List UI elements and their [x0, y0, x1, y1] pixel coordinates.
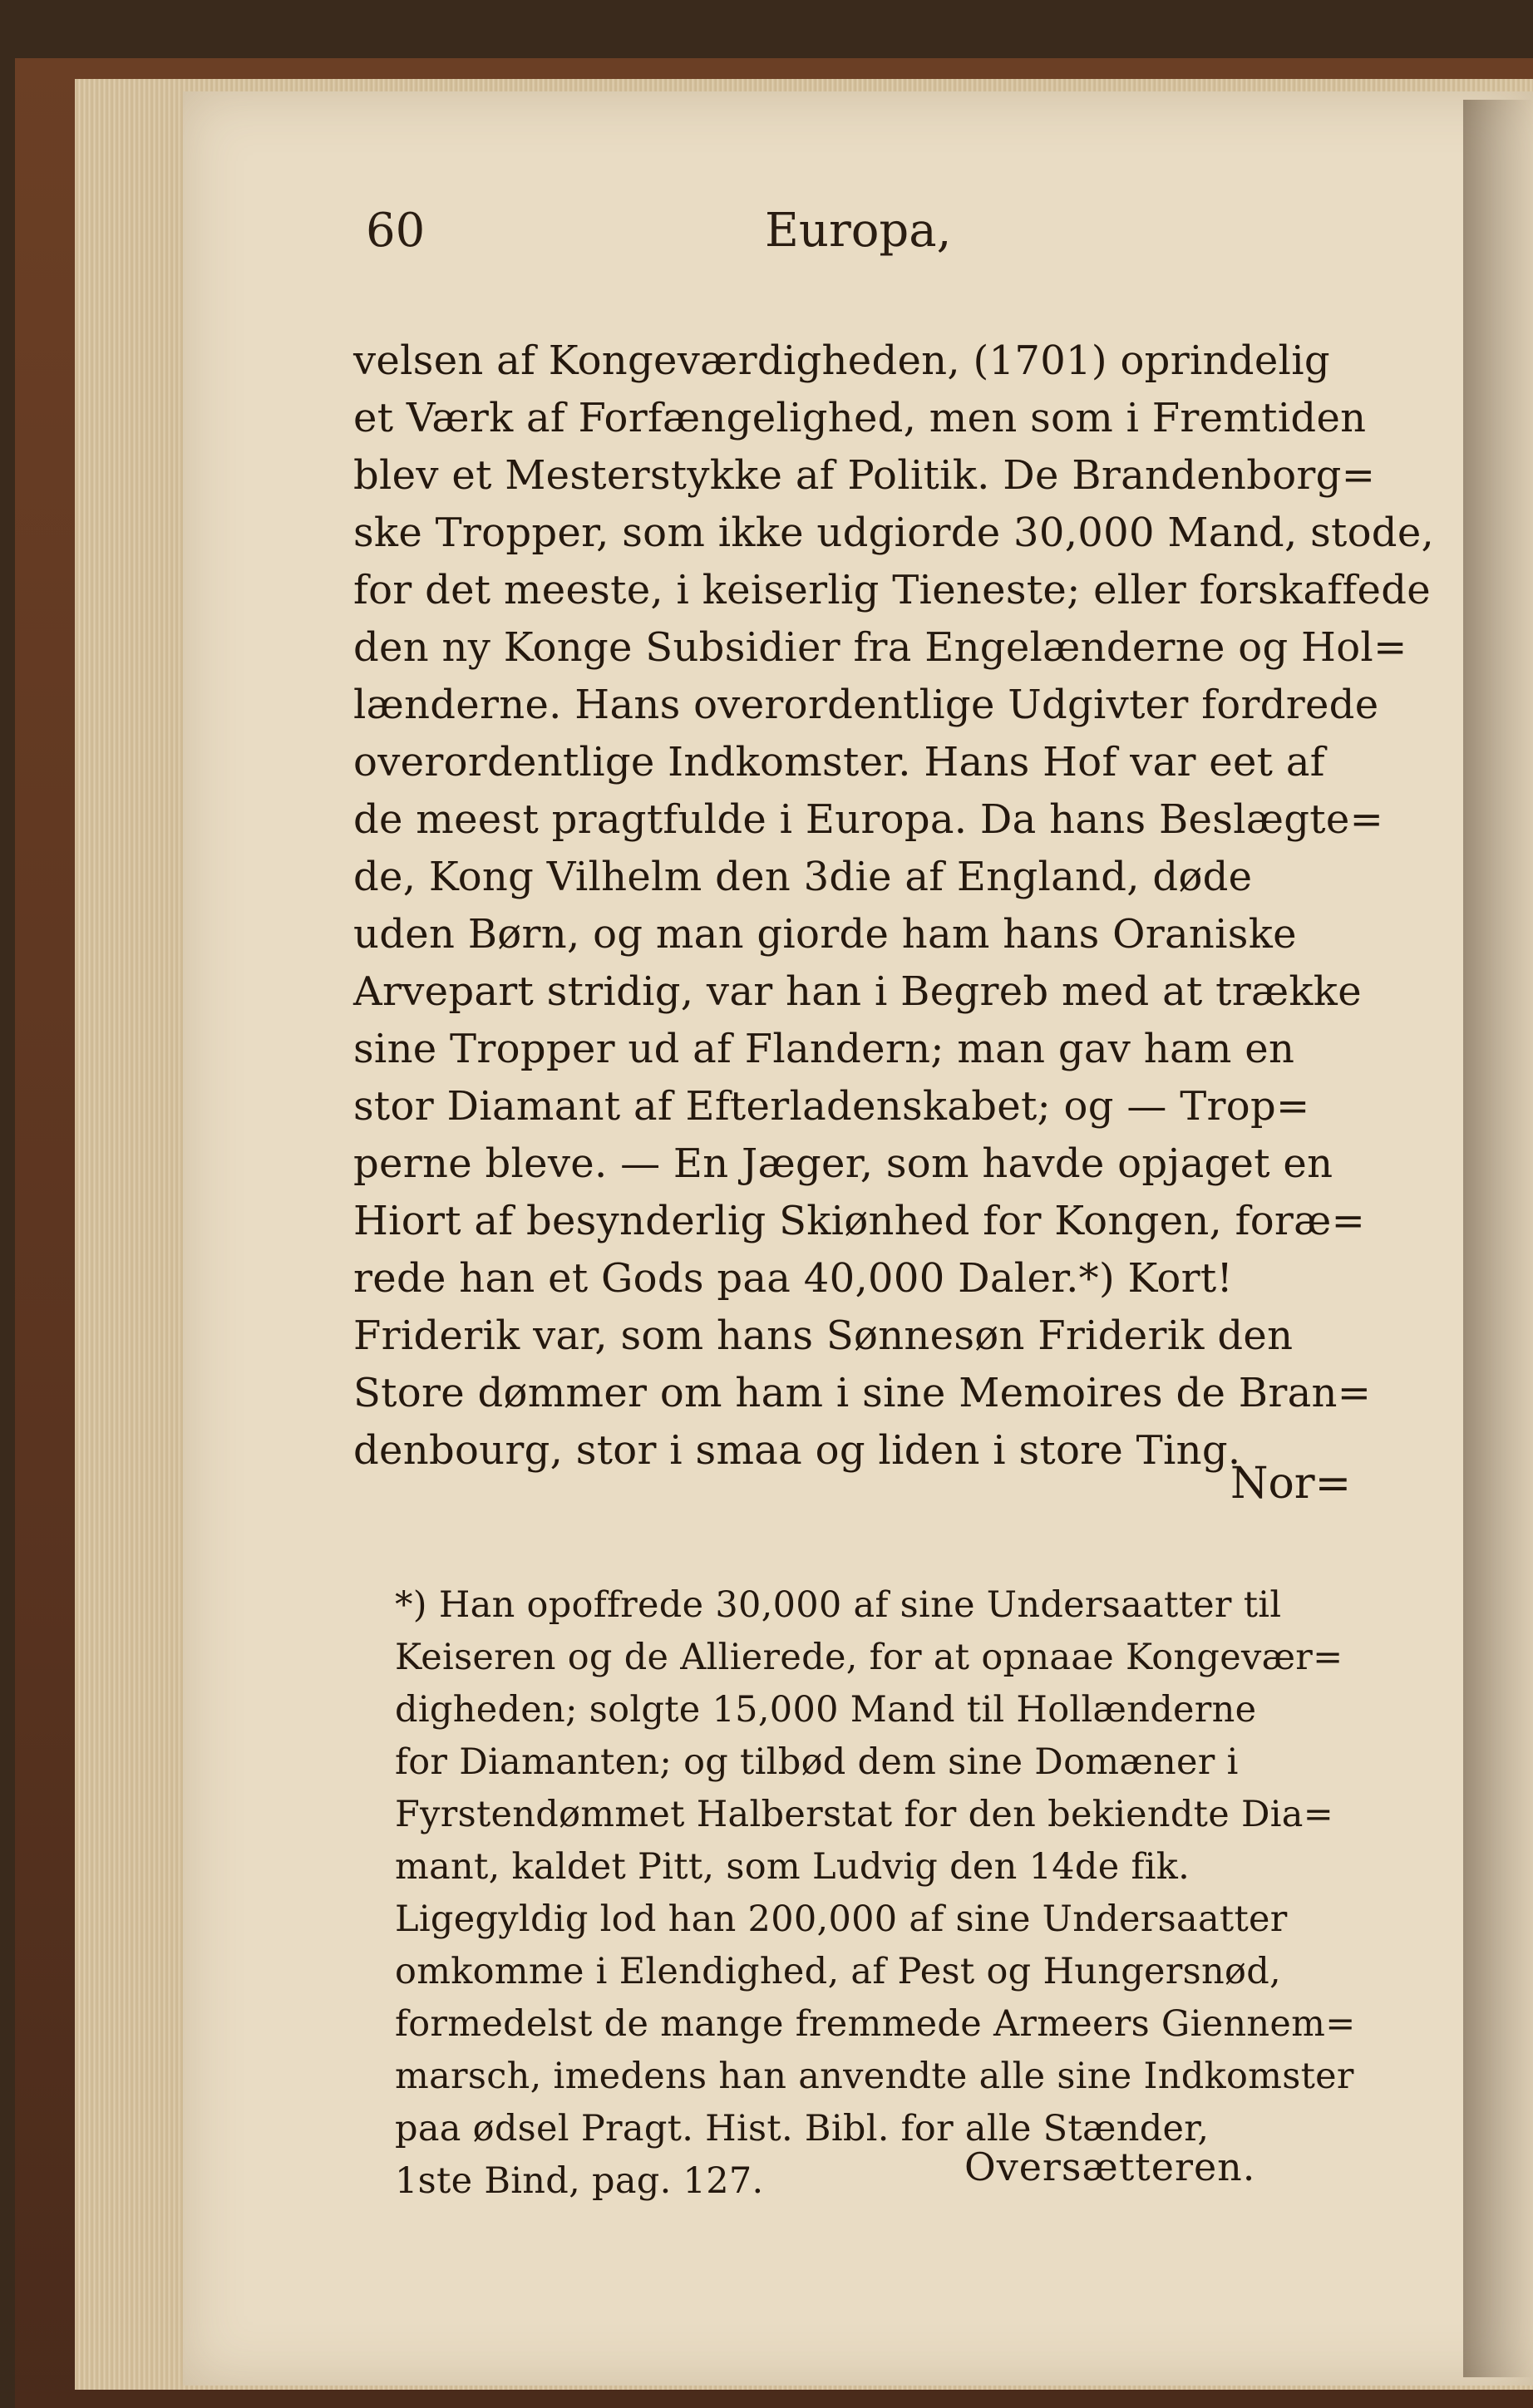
- text-line: overordentlige Indkomster. Hans Hof var eet af: [353, 739, 1325, 785]
- footnote-line: paa ødsel Pragt. Hist. Bibl. for alle Stænder,: [395, 2108, 1210, 2149]
- main-text: [353, 332, 1435, 1480]
- text-line: for det meeste, i keiserlig Tieneste; eller forskaffede: [353, 567, 1431, 613]
- footnote-signature: Oversætteren.: [964, 2145, 1256, 2189]
- footnote-line: formedelst de mange fremmede Armeers Giennem=: [395, 2003, 1356, 2045]
- footnote-line: digheden; solgte 15,000 Mand til Hollænderne: [395, 1689, 1257, 1731]
- text-line: de meest pragtfulde i Europa. Da hans Beslægte=: [353, 796, 1384, 843]
- text-line: velsen af Kongeværdigheden, (1701) oprindelig: [353, 337, 1330, 384]
- footnote-line: omkomme i Elendighed, af Pest og Hungersnød,: [395, 1951, 1282, 1992]
- footnote: [395, 1579, 1356, 2208]
- footnote-line: Fyrstendømmet Halberstat for den bekiendte Dia=: [395, 1794, 1334, 1835]
- page-header: [366, 204, 964, 278]
- text-line: stor Diamant af Efterladenskabet; og — Trop=: [353, 1083, 1310, 1130]
- page-gutter-shadow: [1463, 100, 1533, 2377]
- text-line: de, Kong Vilhelm den 3die af England, døde: [353, 854, 1253, 900]
- text-line: Hiort af besynderlig Skiønhed for Kongen, foræ=: [353, 1198, 1366, 1244]
- text-line: Arvepart stridig, var han i Begreb med at trække: [353, 968, 1362, 1015]
- page-number: 60: [366, 204, 426, 258]
- footnote-line: Keiseren og de Allierede, for at opnaae Kongevær=: [395, 1637, 1343, 1678]
- text-line: sine Tropper ud af Flandern; man gav ham en: [353, 1026, 1295, 1072]
- running-head: Europa,: [765, 204, 952, 258]
- footnote-line: 1ste Bind, pag. 127.: [395, 2160, 764, 2202]
- text-line: den ny Konge Subsidier fra Engelænderne og Hol=: [353, 624, 1407, 671]
- text-line: Store dømmer om ham i sine Memoires de Bran=: [353, 1370, 1372, 1416]
- text-line: lænderne. Hans overordentlige Udgivter fordrede: [353, 682, 1379, 728]
- text-line: et Værk af Forfængelighed, men som i Fremtiden: [353, 395, 1367, 441]
- text-line: rede han et Gods paa 40,000 Daler.*) Kort!: [353, 1255, 1234, 1302]
- footnote-line: *) Han opoffrede 30,000 af sine Undersaatter til: [395, 1584, 1282, 1626]
- text-line: denbourg, stor i smaa og liden i store Ting.: [353, 1427, 1241, 1474]
- catchword: Nor=: [1230, 1459, 1352, 1509]
- footnote-line: for Diamanten; og tilbød dem sine Domæner i: [395, 1741, 1239, 1783]
- text-line: Friderik var, som hans Sønnesøn Friderik den: [353, 1312, 1294, 1359]
- footnote-line: mant, kaldet Pitt, som Ludvig den 14de fik.: [395, 1846, 1190, 1888]
- text-line: blev et Mesterstykke af Politik. De Brandenborg=: [353, 452, 1376, 499]
- text-line: uden Børn, og man giorde ham hans Oraniske: [353, 911, 1297, 958]
- footnote-line: Ligegyldig lod han 200,000 af sine Undersaatter: [395, 1898, 1288, 1940]
- text-line: perne bleve. — En Jæger, som havde opjaget en: [353, 1140, 1333, 1187]
- text-line: ske Tropper, som ikke udgiorde 30,000 Mand, stode,: [353, 510, 1435, 556]
- footnote-line: marsch, imedens han anvendte alle sine Indkomster: [395, 2056, 1354, 2097]
